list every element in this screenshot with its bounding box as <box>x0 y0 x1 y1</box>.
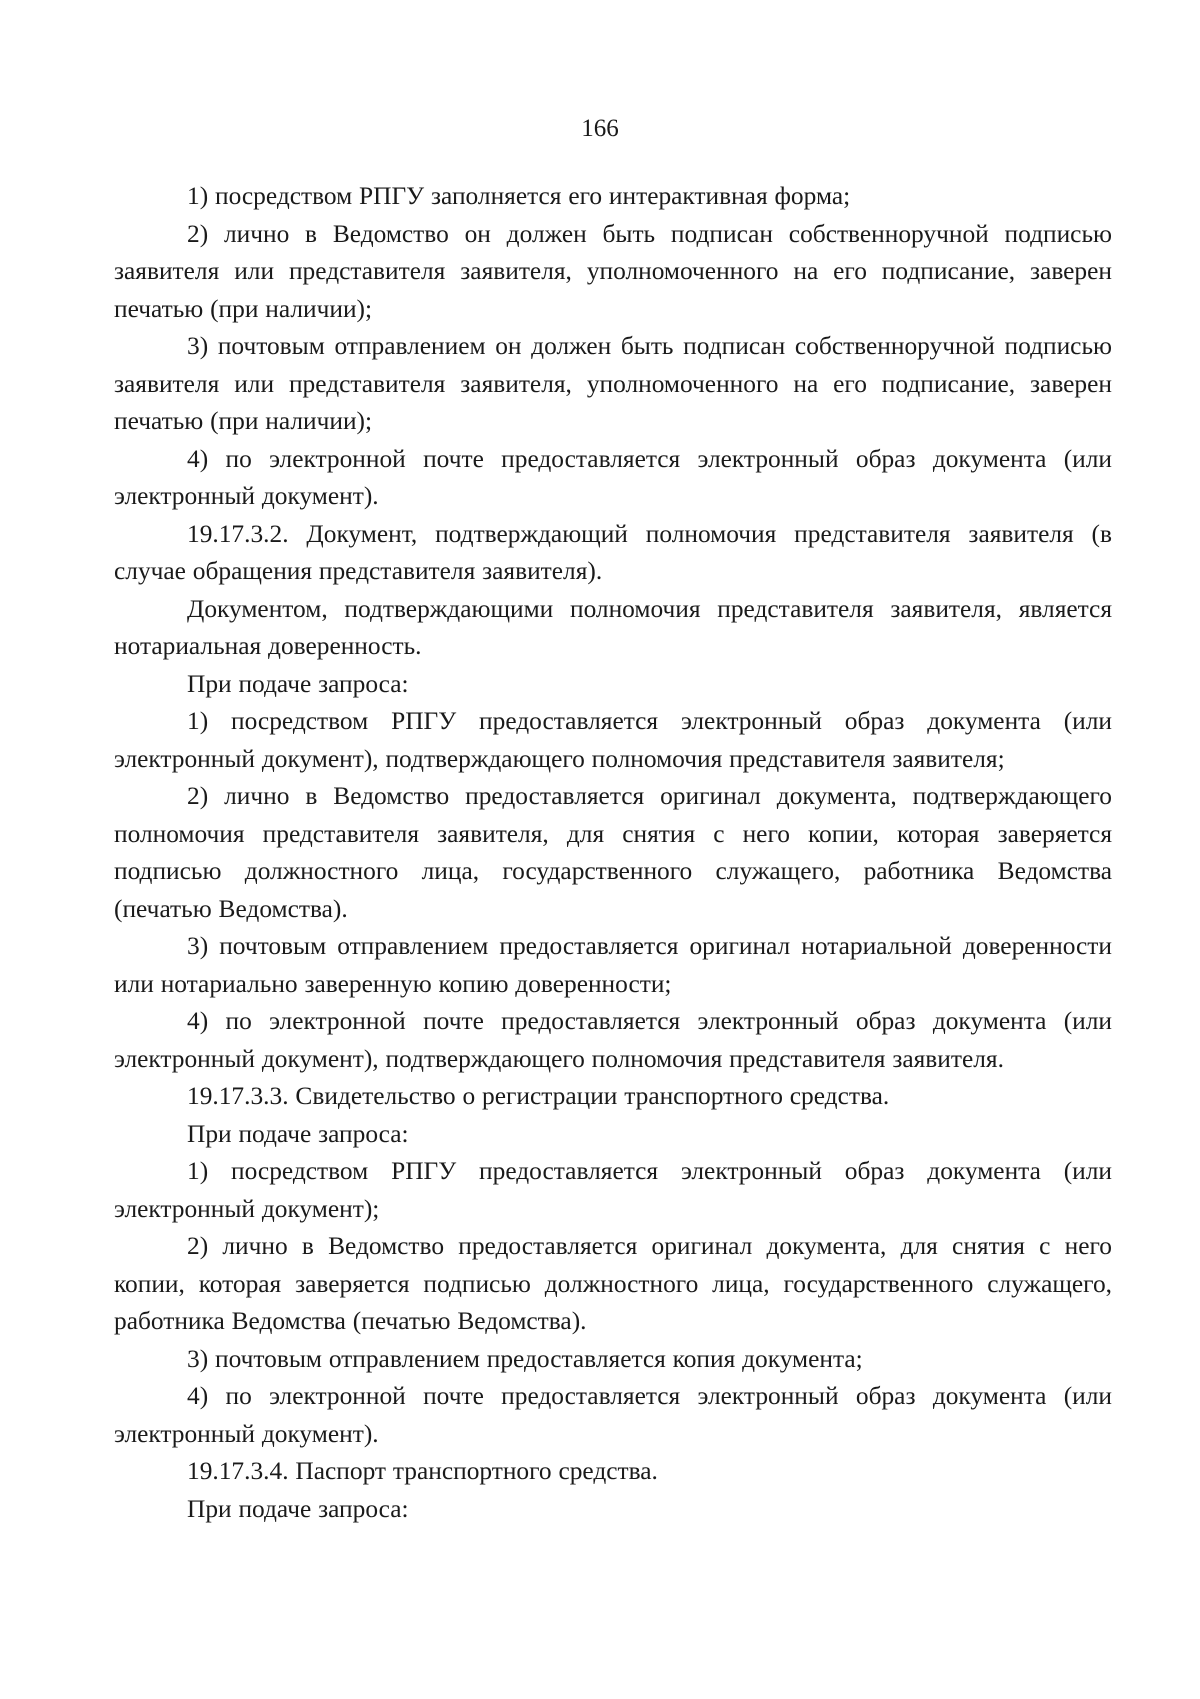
paragraph-item-1-rpgu: 1) посредством РПГУ предоставляется электронный образ документа (или электронный документ), подтверждающего полномочия представителя заявителя; <box>114 707 1112 773</box>
paragraph-item-2-in-person-original: 2) лично в Ведомство предоставляется оригинал документа, для снятия с него копии, которая заверяется подписью должностного лица, государственного служащего, работника Ведомства (печатью Ведомства). <box>114 1232 1112 1335</box>
paragraph-item-3-by-mail-original: 3) почтовым отправлением предоставляется оригинал нотариальной доверенности или нотариально заверенную копию доверенности; <box>114 932 1112 998</box>
paragraph-submission-intro: При подаче запроса: <box>187 669 409 698</box>
paragraph-item-4-by-email: 4) по электронной почте предоставляется электронный образ документа (или электронный документ). <box>114 444 1112 510</box>
paragraph-item-4-by-email-image: 4) по электронной почте предоставляется электронный образ документа (или электронный документ), подтверждающего полномочия представителя заявителя. <box>114 1007 1112 1073</box>
paragraph-item-3-by-mail-copy: 3) почтовым отправлением предоставляется копия документа; <box>187 1344 863 1373</box>
section-heading-19-17-3-4: 19.17.3.4. Паспорт транспортного средства. <box>187 1457 658 1485</box>
paragraph-notarial-power-of-attorney: Документом, подтверждающими полномочия представителя заявителя, является нотариальная доверенность. <box>114 594 1112 660</box>
page-number: 166 <box>581 115 619 142</box>
paragraph-submission-intro: При подаче запроса: <box>187 1119 409 1148</box>
document-body <box>114 178 1112 1528</box>
section-heading-19-17-3-3: 19.17.3.3. Свидетельство о регистрации транспортного средства. <box>187 1082 890 1110</box>
paragraph-item-1-rpgu: 1) посредством РПГУ предоставляется электронный образ документа (или электронный документ); <box>114 1157 1112 1223</box>
paragraph-item-1-electronic-form: 1) посредством РПГУ заполняется его интерактивная форма; <box>187 182 851 210</box>
paragraph-item-2-in-person-original: 2) лично в Ведомство предоставляется оригинал документа, подтверждающего полномочия представителя заявителя, для снятия с него копии, которая заверяется подписью должностного лица, государственного служащего, работника Ведомства (печатью Ведомства). <box>114 782 1112 923</box>
paragraph-item-3-by-mail: 3) почтовым отправлением он должен быть подписан собственноручной подписью заявителя или представителя заявителя, уполномоченного на его подписание, заверен печатью (при наличии); <box>114 332 1112 435</box>
paragraph-item-2-in-person: 2) лично в Ведомство он должен быть подписан собственноручной подписью заявителя или представителя заявителя, уполномоченного на его подписание, заверен печатью (при наличии); <box>114 219 1112 323</box>
section-heading-19-17-3-2: 19.17.3.2. Документ, подтверждающий полномочия представителя заявителя (в случае обращения представителя заявителя). <box>114 519 1112 585</box>
paragraph-submission-intro: При подаче запроса: <box>187 1494 409 1523</box>
paragraph-item-4-by-email: 4) по электронной почте предоставляется электронный образ документа (или электронный документ). <box>114 1382 1112 1448</box>
